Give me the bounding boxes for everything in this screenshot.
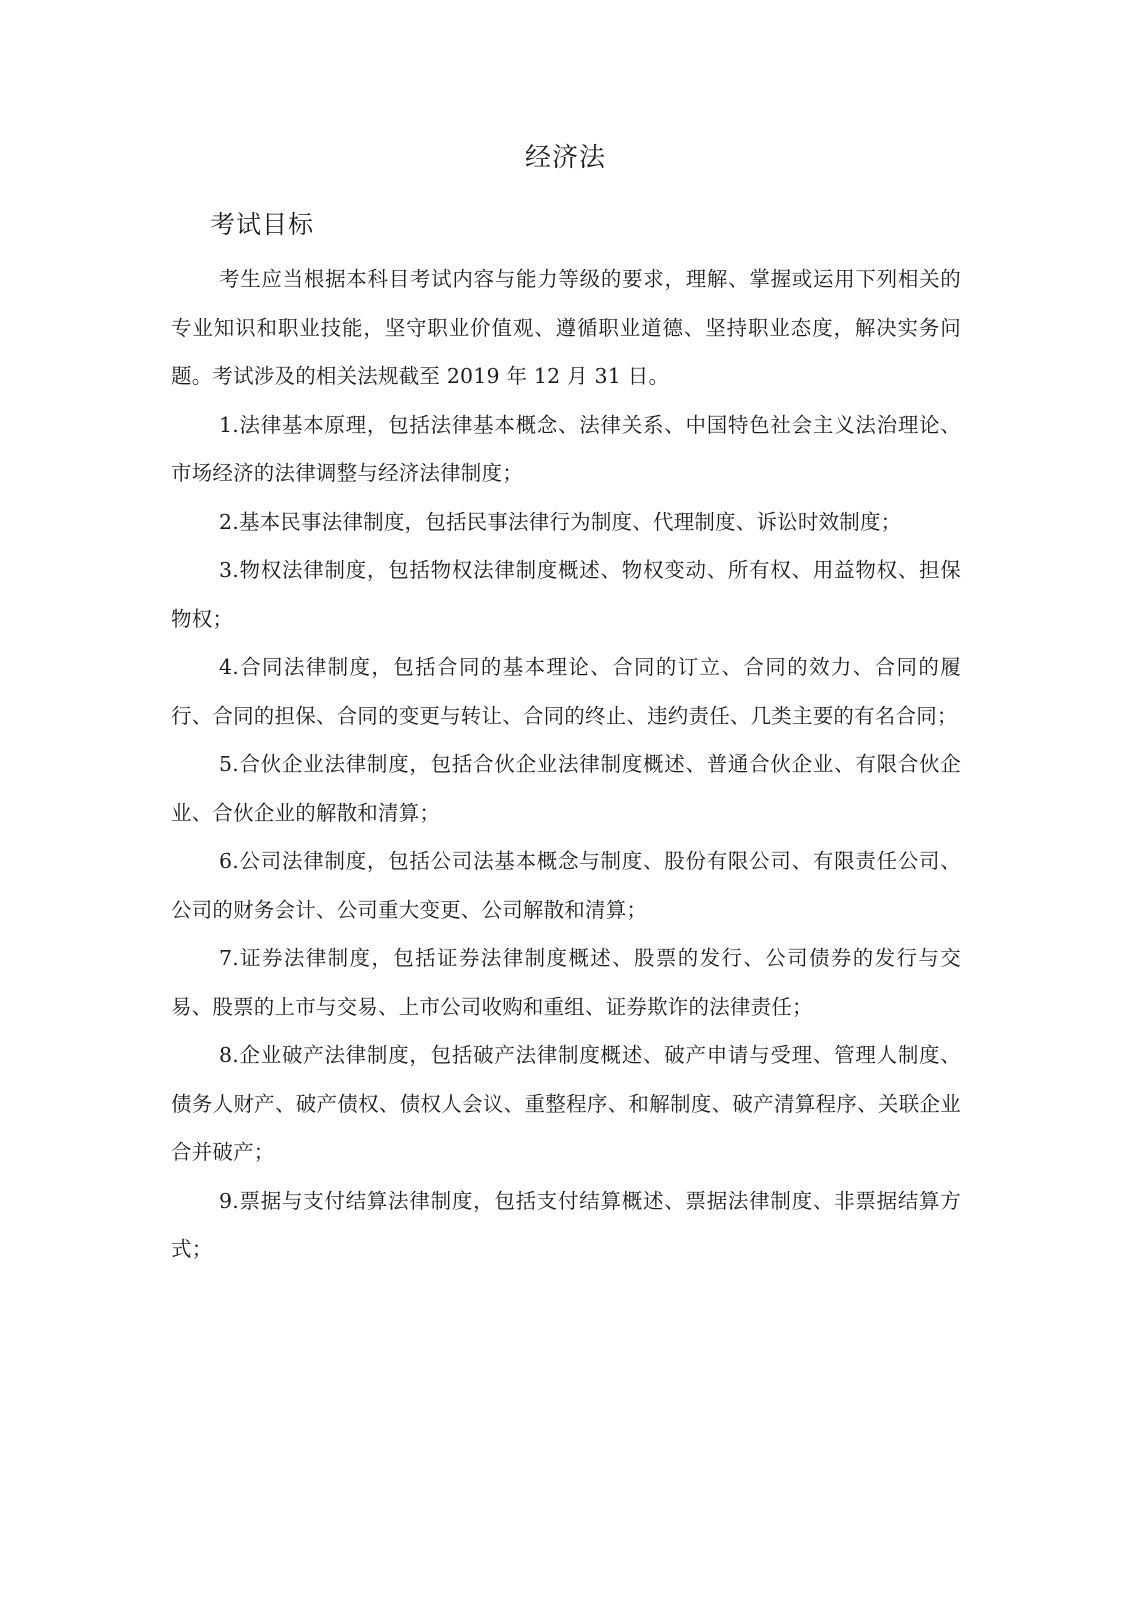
list-item-3: 3.物权法律制度，包括物权法律制度概述、物权变动、所有权、用益物权、担保物权； xyxy=(171,558,961,631)
document-title: 经济法 xyxy=(524,143,606,173)
list-item-6: 6.公司法律制度，包括公司法基本概念与制度、股份有限公司、有限责任公司、公司的财务会计、公司重大变更、公司解散和清算； xyxy=(171,849,961,922)
list-item-5: 5.合伙企业法律制度，包括合伙企业法律制度概述、普通合伙企业、有限合伙企业、合伙企业的解散和清算； xyxy=(171,752,961,825)
list-item-4: 4.合同法律制度，包括合同的基本理论、合同的订立、合同的效力、合同的履行、合同的担保、合同的变更与转让、合同的终止、违约责任、几类主要的有名合同； xyxy=(171,655,961,728)
list-item-1: 1.法律基本原理，包括法律基本概念、法律关系、中国特色社会主义法治理论、市场经济的法律调整与经济法律制度； xyxy=(171,412,961,485)
list-item-9: 9.票据与支付结算法律制度，包括支付结算概述、票据法律制度、非票据结算方式； xyxy=(171,1188,961,1261)
list-item-8: 8.企业破产法律制度，包括破产法律制度概述、破产申请与受理、管理人制度、债务人财产、破产债权、债权人会议、重整程序、和解制度、破产清算程序、关联企业合并破产； xyxy=(171,1043,961,1164)
list-item-2: 2.基本民事法律制度，包括民事法律行为制度、代理制度、诉讼时效制度； xyxy=(219,509,902,534)
list-item-7: 7.证券法律制度，包括证券法律制度概述、股票的发行、公司债券的发行与交易、股票的上市与交易、上市公司收购和重组、证券欺诈的法律责任； xyxy=(171,946,961,1019)
section-heading: 考试目标 xyxy=(210,210,315,239)
intro-paragraph: 考生应当根据本科目考试内容与能力等级的要求，理解、掌握或运用下列相关的专业知识和职业技能，坚守职业价值观、遵循职业道德、坚持职业态度，解决实务问题。考试涉及的相关法规截至 2019 年 12 月 31 日。 xyxy=(171,267,961,388)
document-body xyxy=(171,255,961,1274)
